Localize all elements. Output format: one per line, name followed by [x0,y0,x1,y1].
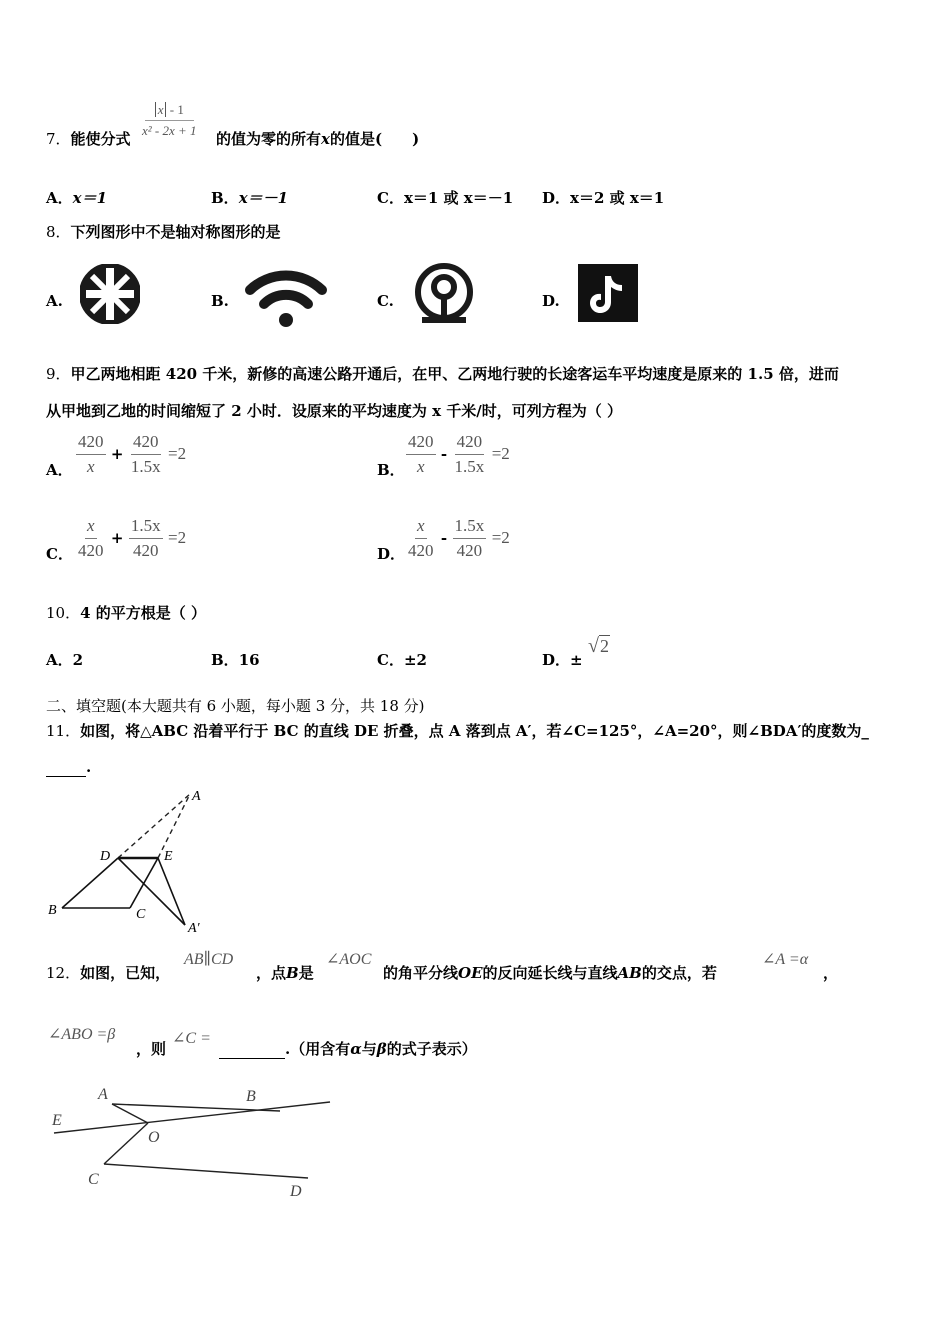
q7-stem-post [216,128,419,149]
q7-var: x [321,130,330,148]
q12-line2-tail [219,1038,477,1059]
q10-number: 10． [46,604,81,622]
sqrt-radicand: 2 [599,636,609,656]
frac-denominator: 1.5x [454,457,485,476]
wifi-icon [245,266,327,332]
label-E: E [52,1112,62,1129]
option-letter: D． [542,189,571,207]
q11-tail: . [86,758,92,776]
q7-frac-num-rest: - 1 [166,102,184,117]
q7-number: 7． [46,130,71,148]
q12-b: B [286,964,299,982]
option-letter: A． [46,461,73,479]
q9-number: 9． [46,365,71,383]
label-A-prime: A′ [188,921,200,936]
metro-logo-icon [80,264,140,328]
q7-option-d[interactable] [542,187,664,208]
q10-option-b[interactable] [211,649,260,670]
tiktok-logo-icon [578,264,638,326]
q9-option-d[interactable] [377,543,405,564]
option-letter: D． [542,651,571,669]
frac-denominator: x [86,457,95,476]
q7-post2: 的值是( ) [329,130,420,148]
operator: - [440,529,448,547]
q9-option-d-equation [406,516,510,561]
option-text: x＝1 或 x＝－1 [403,189,514,207]
q7-frac-den: x² - 2x + 1 [142,123,197,138]
label-D: D [100,849,111,864]
frac-denominator: 420 [133,541,159,560]
q8-option-b[interactable] [211,292,229,310]
option-text: ±2 [403,651,427,669]
q12-t6: ， [823,964,839,982]
q9-option-b[interactable] [377,459,405,480]
frac-numerator: 420 [406,432,436,455]
q8-option-d[interactable] [542,292,560,310]
label-D: D [290,1183,302,1200]
q11-number: 11． [46,722,81,740]
label-C: C [136,907,146,922]
q10-stem [46,602,206,623]
frac-denominator: x [416,457,425,476]
frac-denominator: 420 [408,541,434,560]
answer-blank[interactable] [219,1040,285,1059]
option-letter: B. [211,292,229,310]
q12-beta: β [376,1040,387,1058]
frac-denominator: 420 [456,541,483,560]
q8-stem [46,221,281,242]
q12-line1-a [46,962,170,983]
q12-t9: 与 [361,1040,377,1058]
q10-option-a[interactable] [46,649,83,670]
q12-line1-c [383,962,717,983]
q12-t5: 的交点，若 [641,964,717,982]
q9-option-c-equation [76,516,186,561]
option-letter: D. [542,292,560,310]
q7-post: 的值为零的所有 [216,130,322,148]
option-letter: C． [46,545,73,563]
equation-rhs: =2 [491,528,510,547]
option-text: x＝－1 [238,189,289,207]
q8-option-c[interactable] [377,292,394,310]
q8-option-a[interactable] [46,292,63,310]
q9-text-line1: 甲乙两地相距 420 千米，新修的高速公路开通后，在甲、乙两地行驶的长途客运车平均速度是原来的 1.5 倍，进而 [70,365,839,383]
option-letter: C． [377,651,404,669]
option-text: ± [570,651,583,669]
equation-rhs: =2 [168,444,187,463]
q12-line1-b [256,962,314,983]
option-letter: D． [377,545,406,563]
q7-fraction [140,102,199,139]
q11-figure [40,780,220,944]
q12-t2: 是 [298,964,314,982]
q9-option-a-equation [76,432,186,477]
option-letter: C. [377,292,394,310]
q12-math-angle-abo: ∠ABO =β [48,1026,116,1043]
operator: + [110,529,124,547]
q7-stem [46,128,131,149]
q9-option-b-equation [406,432,510,477]
label-B: B [246,1088,256,1105]
frac-numerator: 420 [455,432,485,455]
operator: + [110,445,124,463]
q7-option-a[interactable] [46,187,107,208]
q11-stem [46,720,869,741]
q12-alpha: α [350,1040,362,1058]
option-letter: A． [46,651,73,669]
q7-pre: 能使分式 [70,130,131,148]
q8-number: 8． [46,223,71,241]
frac-denominator: 420 [78,541,104,560]
label-B: B [48,903,57,918]
q12-t7: ，则 [136,1040,167,1058]
answer-blank[interactable] [46,758,86,777]
q7-option-b[interactable] [211,187,288,208]
q9-line2: 从甲地到乙地的时间缩短了 2 小时．设原来的平均速度为 x 千米/时，可列方程为（ ） [46,402,622,420]
q12-ab: AB [617,964,642,982]
q8-text: 下列图形中不是轴对称图形的是 [70,223,281,241]
q10-text: 4 的平方根是（ ） [80,604,206,622]
q12-t4: 的反向延长线与直线 [482,964,618,982]
q11-answer-line[interactable] [46,758,91,777]
option-letter: A. [46,292,63,310]
frac-numerator: x [85,516,97,539]
frac-numerator: x [415,516,427,539]
option-text: x＝1 [72,189,108,207]
q11-text: 如图，将△ABC 沿着平行于 BC 的直线 DE 折叠，点 A 落到点 A′，若∠C=125°，∠A=20°，则∠BDA′的度数为_ [80,722,869,740]
q12-pre: 如图，已知， [80,964,171,982]
option-letter: A． [46,189,73,207]
frac-denominator: 1.5x [130,457,161,476]
q12-t10: 的式子表示） [386,1040,477,1058]
equation-rhs: =2 [168,528,187,547]
q10-option-d[interactable] [542,649,583,670]
operator: - [440,445,448,463]
label-C: C [88,1171,99,1188]
sqrt-2: √2 [588,635,609,657]
option-text: 2 [72,651,84,669]
frac-numerator: 1.5x [129,516,163,539]
q7-frac-num-abs: x [155,102,167,117]
q12-t1: ，点 [256,964,287,982]
equation-rhs: =2 [491,444,510,463]
option-letter: B． [211,189,239,207]
frac-numerator: 420 [76,432,106,455]
q7-option-c[interactable] [377,187,513,208]
q12-math-angle-c: ∠C = [172,1030,211,1047]
option-letter: B． [377,461,405,479]
frac-numerator: 1.5x [453,516,487,539]
option-letter: B． [211,651,239,669]
q10-option-c[interactable] [377,649,427,670]
option-letter: C． [377,189,404,207]
railway-logo-icon [412,263,476,329]
q12-t3: 的角平分线 [383,964,459,982]
label-A: A [98,1086,108,1103]
q9-option-a[interactable] [46,459,73,480]
label-A: A [192,789,201,804]
label-O: O [148,1129,160,1146]
q12-t8: .（用含有 [285,1040,351,1058]
section-title: 二、填空题(本大题共有 6 小题，每小题 3 分，共 18 分) [46,697,425,715]
q12-number: 12． [46,964,81,982]
option-text: 16 [238,651,260,669]
q9-option-c[interactable] [46,543,73,564]
option-text: x＝2 或 x＝1 [570,189,665,207]
q12-figure [40,1075,340,1209]
q12-math-angle-a: ∠A =α [762,951,809,968]
q12-math-ab-parallel-cd: AB∥CD [184,951,234,968]
q9-line1 [46,363,839,384]
q12-oe: OE [458,964,483,982]
frac-numerator: 420 [131,432,161,455]
label-E: E [164,849,173,864]
q12-math-angle-aoc: ∠AOC [326,951,372,968]
